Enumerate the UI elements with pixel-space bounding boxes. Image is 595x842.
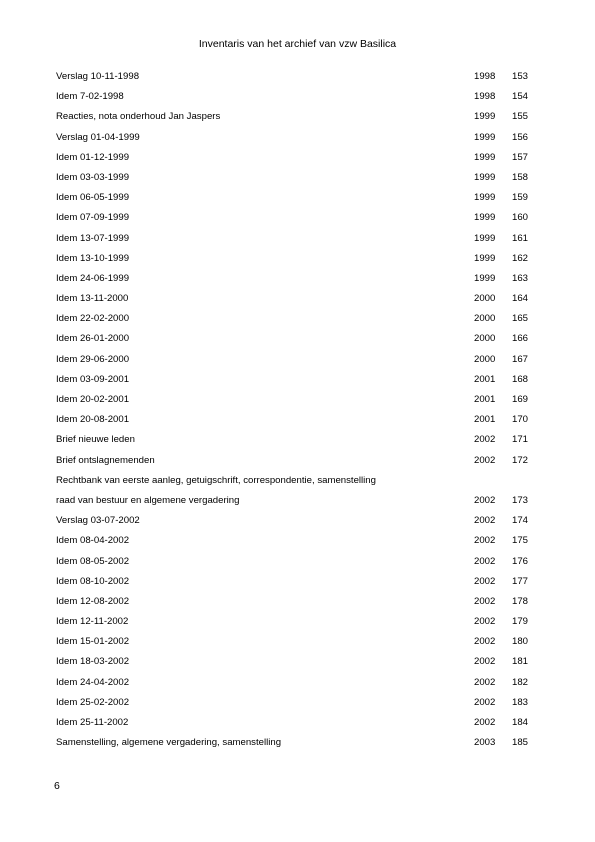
entry-description: Idem 22-02-2000 xyxy=(56,313,130,325)
list-item xyxy=(56,70,536,90)
list-item xyxy=(56,514,536,534)
entry-description: Idem 08-10-2002 xyxy=(56,575,130,587)
entry-number: 161 xyxy=(512,232,529,244)
list-item xyxy=(56,191,536,211)
entry-year: 2002 xyxy=(474,696,496,708)
list-item xyxy=(56,151,536,171)
entry-number: 177 xyxy=(512,575,529,587)
list-item xyxy=(56,494,536,514)
entry-number: 173 xyxy=(512,494,529,506)
entry-year: 1999 xyxy=(474,171,496,183)
list-item xyxy=(56,312,536,332)
entry-number: 155 xyxy=(512,111,529,123)
inventory-list xyxy=(56,70,536,756)
entry-description: Idem 25-02-2002 xyxy=(56,696,130,708)
list-item xyxy=(56,373,536,393)
entry-description: Idem 18-03-2002 xyxy=(56,656,130,668)
list-item xyxy=(56,555,536,575)
list-item xyxy=(56,232,536,252)
entry-number: 176 xyxy=(512,555,529,567)
entry-number: 179 xyxy=(512,616,529,628)
entry-description: Idem 24-06-1999 xyxy=(56,272,130,284)
entry-description: Idem 15-01-2002 xyxy=(56,636,130,648)
entry-description: Reacties, nota onderhoud Jan Jaspers xyxy=(56,111,221,123)
entry-year: 1999 xyxy=(474,212,496,224)
entry-description: Idem 01-12-1999 xyxy=(56,151,130,163)
entry-number: 167 xyxy=(512,353,529,365)
entry-description: Idem 24-04-2002 xyxy=(56,676,130,688)
list-item xyxy=(56,635,536,655)
entry-description: Idem 13-10-1999 xyxy=(56,252,130,264)
list-item xyxy=(56,252,536,272)
entry-description: Samenstelling, algemene vergadering, samenstelling xyxy=(56,737,282,749)
list-item xyxy=(56,595,536,615)
entry-year: 1999 xyxy=(474,151,496,163)
entry-description: Idem 03-09-2001 xyxy=(56,373,130,385)
entry-year: 2002 xyxy=(474,515,496,527)
entry-number: 185 xyxy=(512,737,529,749)
entry-year: 1999 xyxy=(474,131,496,143)
entry-year: 1999 xyxy=(474,272,496,284)
entry-number: 172 xyxy=(512,454,529,466)
list-item xyxy=(56,676,536,696)
entry-description: Idem 13-11-2000 xyxy=(56,293,129,305)
entry-number: 157 xyxy=(512,151,529,163)
list-item xyxy=(56,474,536,494)
entry-description: Idem 26-01-2000 xyxy=(56,333,130,345)
list-item xyxy=(56,696,536,716)
list-item xyxy=(56,353,536,373)
list-item xyxy=(56,211,536,231)
entry-number: 165 xyxy=(512,313,529,325)
entry-number: 166 xyxy=(512,333,529,345)
entry-number: 153 xyxy=(512,71,529,82)
entry-year: 2000 xyxy=(474,293,496,305)
entry-description: Verslag 03-07-2002 xyxy=(56,515,140,527)
entry-year: 2001 xyxy=(474,373,496,385)
list-item xyxy=(56,736,536,756)
entry-year: 2000 xyxy=(474,333,496,345)
list-item xyxy=(56,454,536,474)
list-item xyxy=(56,272,536,292)
entry-year: 1999 xyxy=(474,252,496,264)
entry-description: Idem 13-07-1999 xyxy=(56,232,130,244)
entry-year: 2002 xyxy=(474,555,496,567)
list-item xyxy=(56,131,536,151)
list-item xyxy=(56,716,536,736)
entry-year: 1999 xyxy=(474,232,496,244)
entry-year: 2000 xyxy=(474,353,496,365)
entry-description: Idem 25-11-2002 xyxy=(56,717,129,728)
list-item xyxy=(56,393,536,413)
entry-number: 159 xyxy=(512,192,529,204)
entry-year: 2002 xyxy=(474,636,496,648)
list-item xyxy=(56,615,536,635)
list-item xyxy=(56,90,536,110)
list-item xyxy=(56,575,536,595)
list-item xyxy=(56,413,536,433)
entry-description: Idem 12-11-2002 xyxy=(56,616,129,628)
entry-year: 2002 xyxy=(474,454,496,466)
entry-description: Idem 29-06-2000 xyxy=(56,353,130,365)
entry-number: 162 xyxy=(512,252,529,264)
entry-number: 164 xyxy=(512,293,529,305)
entry-number: 158 xyxy=(512,171,529,183)
entry-year: 2003 xyxy=(474,737,496,749)
list-item xyxy=(56,433,536,453)
entry-number: 156 xyxy=(512,131,529,143)
entry-number: 180 xyxy=(512,636,529,648)
entry-number: 169 xyxy=(512,394,529,405)
entry-description: Idem 03-03-1999 xyxy=(56,171,130,183)
list-item xyxy=(56,171,536,191)
entry-description: Idem 08-05-2002 xyxy=(56,555,130,567)
page-header: Inventaris van het archief van vzw Basilica xyxy=(198,38,397,50)
list-item xyxy=(56,292,536,312)
entry-description: Idem 08-04-2002 xyxy=(56,535,130,547)
entry-year: 2002 xyxy=(474,616,496,628)
entry-year: 2002 xyxy=(474,656,496,668)
entry-year: 2002 xyxy=(474,676,496,688)
list-item xyxy=(56,110,536,130)
entry-number: 163 xyxy=(512,272,529,284)
entry-number: 170 xyxy=(512,414,529,426)
entry-description: Idem 06-05-1999 xyxy=(56,192,130,204)
entry-number: 181 xyxy=(512,656,529,668)
entry-number: 154 xyxy=(512,91,529,103)
entry-year: 2000 xyxy=(474,313,496,325)
list-item xyxy=(56,332,536,352)
entry-description: Rechtbank van eerste aanleg, getuigschrift, correspondentie, samenstelling xyxy=(56,474,376,486)
entry-description: Idem 7-02-1998 xyxy=(56,91,124,103)
entry-number: 168 xyxy=(512,373,529,385)
entry-description: Idem 07-09-1999 xyxy=(56,212,130,224)
entry-year: 2002 xyxy=(474,575,496,587)
entry-year: 2002 xyxy=(474,535,496,547)
entry-number: 174 xyxy=(512,515,529,527)
entry-number: 183 xyxy=(512,696,529,708)
entry-description: Idem 20-08-2001 xyxy=(56,414,130,426)
entry-year: 2002 xyxy=(474,595,496,607)
entry-description: Verslag 10-11-1998 xyxy=(56,71,140,82)
list-item xyxy=(56,655,536,675)
entry-description: raad van bestuur en algemene vergadering xyxy=(56,494,240,506)
entry-description: Brief ontslagnemenden xyxy=(56,454,155,466)
entry-number: 160 xyxy=(512,212,529,224)
entry-number: 182 xyxy=(512,676,529,688)
entry-year: 2002 xyxy=(474,434,496,446)
entry-year: 1999 xyxy=(474,111,496,123)
entry-year: 1999 xyxy=(474,192,496,204)
page-number: 6 xyxy=(54,780,60,792)
entry-number: 178 xyxy=(512,595,529,607)
entry-description: Brief nieuwe leden xyxy=(56,434,135,446)
entry-number: 171 xyxy=(512,434,529,446)
entry-year: 1998 xyxy=(474,71,496,82)
entry-year: 2001 xyxy=(474,414,496,426)
entry-year: 1998 xyxy=(474,91,496,103)
entry-description: Idem 20-02-2001 xyxy=(56,394,130,405)
entry-year: 2001 xyxy=(474,394,496,405)
list-item xyxy=(56,534,536,554)
entry-description: Verslag 01-04-1999 xyxy=(56,131,140,143)
entry-number: 175 xyxy=(512,535,529,547)
entry-number: 184 xyxy=(512,717,529,728)
entry-description: Idem 12-08-2002 xyxy=(56,595,130,607)
entry-year: 2002 xyxy=(474,717,496,728)
entry-year: 2002 xyxy=(474,494,496,506)
